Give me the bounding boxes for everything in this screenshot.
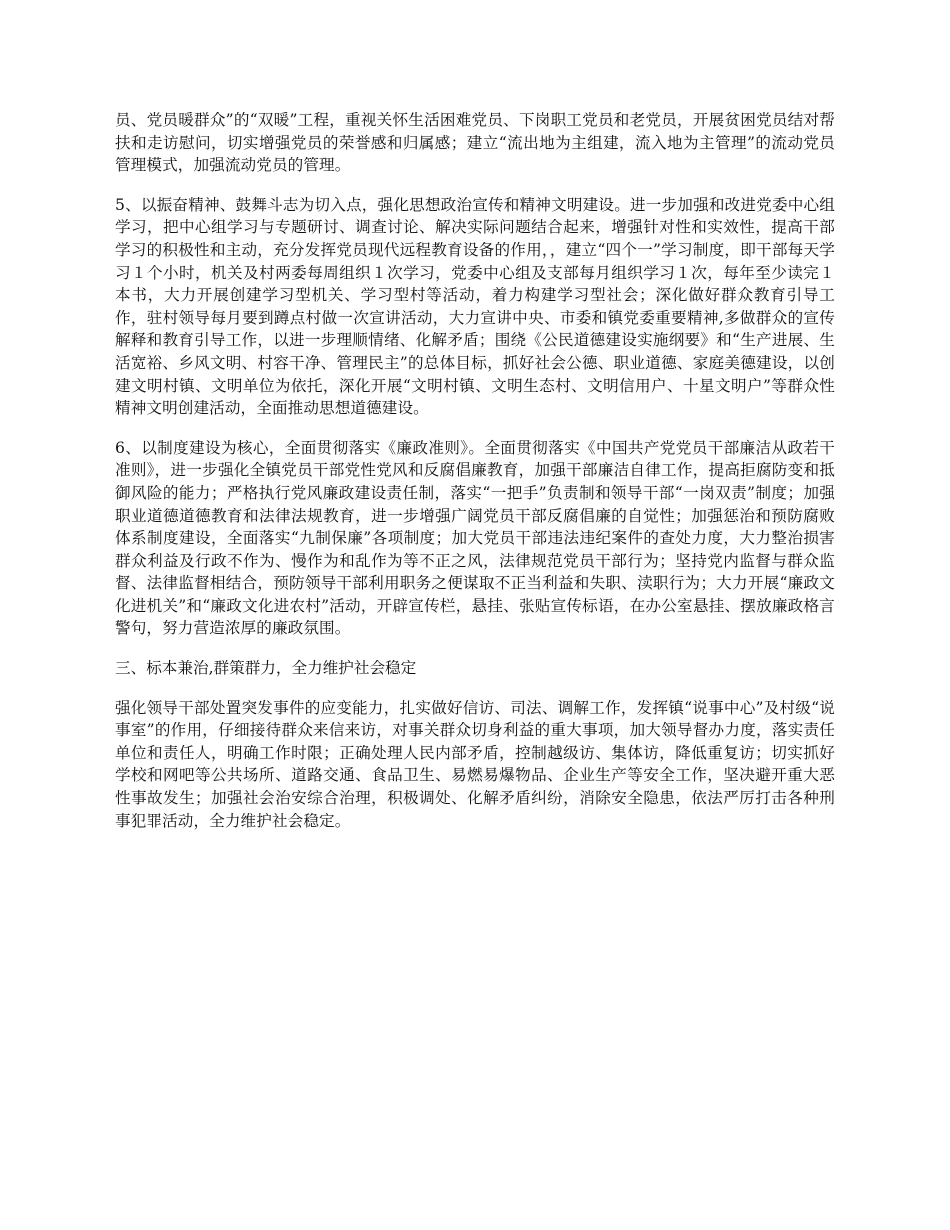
paragraph-social-stability: 强化领导干部处置突发事件的应变能力，扎实做好信访、司法、调解工作，发挥镇“说事中心”及村级“说事室”的作用，仔细接待群众来信来访，对事关群众切身利益的重大事项，加大领导督办力度，落实责任单位和责任人，明确工作时限；正确处理人民内部矛盾，控制越级访、集体访，降低重复访；切实抓好学校和网吧等公共场所、道路交通、食品卫生、易燃易爆物品、企业生产等安全工作，坚决避开重大恶性事故发生；加强社会治安综合治理，积极调处、化解矛盾纠纷，消除安全隐患，依法严厉打击各种刑事犯罪活动，全力维护社会稳定。 bbox=[115, 698, 835, 830]
paragraph-anti-corruption: 6、以制度建设为核心，全面贯彻落实《廉政准则》。全面贯彻落实《中国共产党党员干部廉洁从政若干准则》，进一步强化全镇党员干部党性党风和反腐倡廉教育，加强干部廉洁自律工作，提高拒腐防变和抵御风险的能力；严格执行党风廉政建设责任制，落实“一把手”负责制和领导干部“一岗双责”制度；加强职业道德道德教育和法律法规教育，进一步增强广阔党员干部反腐倡廉的自觉性；加强惩治和预防腐败体系制度建设，全面落实“九制保廉”各项制度；加大党员干部违法违纪案件的查处力度，大力整治损害群众利益及行政不作为、慢作为和乱作为等不正之风，法律规范党员干部行为；坚持党内监督与群众监督、法律监督相结合，预防领导干部利用职务之便谋取不正当利益和失职、渎职行为；大力开展“廉政文化进机关”和“廉政文化进农村”活动，开辟宣传栏，悬挂、张贴宣传标语，在办公室悬挂、摆放廉政格言警句，努力营造浓厚的廉政氛围。 bbox=[115, 438, 835, 638]
paragraph-ideological-education: 5、以振奋精神、鼓舞斗志为切入点，强化思想政治宣传和精神文明建设。进一步加强和改进党委中心组学习，把中心组学习与专题研讨、调查讨论、解决实际问题结合起来，增强针对性和实效性，提高干部学习的积极性和主动，充分发挥党员现代远程教育设备的作用，，建立“四个一”学习制度，即干部每天学习１个小时，机关及村两委每周组织１次学习，党委中心组及支部每月组织学习１次，每年至少读完１本书，大力开展创建学习型机关、学习型村等活动，着力构建学习型社会；深化做好群众教育引导工作，驻村领导每月要到蹲点村做一次宣讲活动，大力宣讲中央、市委和镇党委重要精神,多做群众的宣传解释和教育引导工作，以进一步理顺情绪、化解矛盾；围绕《公民道德建设实施纲要》和“生产进展、生活宽裕、乡风文明、村容干净、管理民主”的总体目标，抓好社会公德、职业道德、家庭美德建设，以创建文明村镇、文明单位为依托，深化开展“文明村镇、文明生态村、文明信用户、十星文明户”等群众性精神文明创建活动，全面推动思想道德建设。 bbox=[115, 195, 835, 418]
paragraph-double-warmth: 员、党员暖群众”的“双暖”工程，重视关怀生活困难党员、下岗职工党员和老党员，开展贫困党员结对帮扶和走访慰问，切实增强党员的荣誉感和归属感；建立“流出地为主组建，流入地为主管理”的流动党员管理模式，加强流动党员的管理。 bbox=[115, 111, 835, 175]
document-page bbox=[115, 109, 835, 849]
section-heading-social-stability: 三、标本兼治,群策群力，全力维护社会稳定 bbox=[115, 659, 417, 678]
